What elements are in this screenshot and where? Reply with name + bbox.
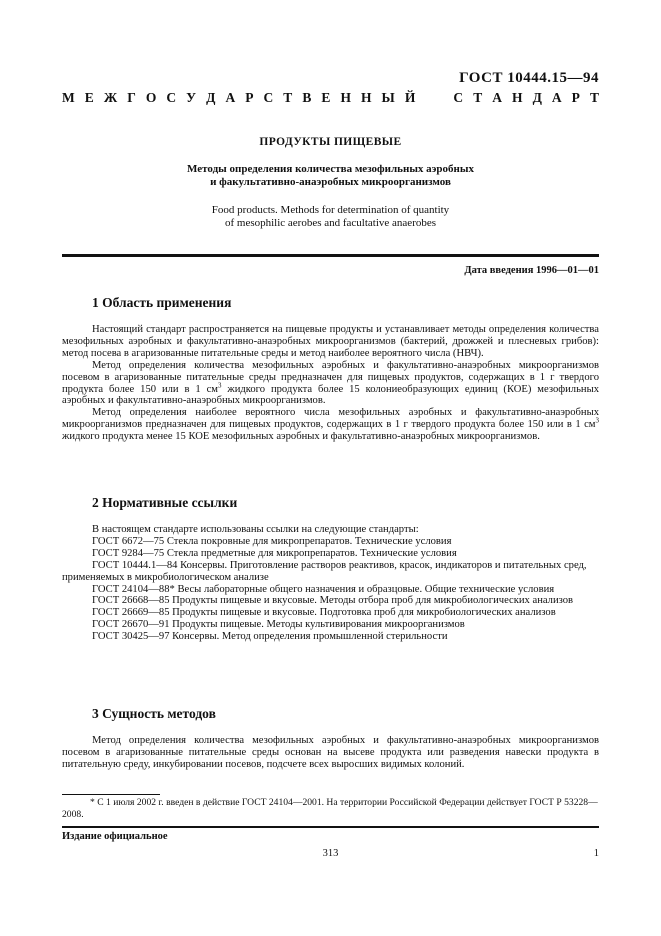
banner-letter: А <box>225 90 236 105</box>
introduction-date: Дата введения 1996—01—01 <box>464 265 599 276</box>
reference-item: ГОСТ 9284—75 Стекла предметные для микропрепаратов. Технические условия <box>92 547 457 559</box>
banner-letter: Т <box>473 90 483 105</box>
english-title-line: Food products. Methods for determination of quantity <box>211 204 450 216</box>
banner-letter: С <box>166 90 177 105</box>
banner-letter: Е <box>84 90 94 105</box>
document-code: ГОСТ 10444.15—94 <box>459 70 599 86</box>
banner-letter: Ж <box>103 90 118 105</box>
banner-letter: Н <box>360 90 372 105</box>
banner-letter: А <box>492 90 502 105</box>
paragraph-text: жидкого продукта менее 15 КОЕ мезофильных аэробных и факультативно-анаэробных микроорганизмов. <box>62 431 540 443</box>
paragraph-text: Метод определения наиболее вероятного числа мезофильных аэробных и факультативно-анаэробных микроорганизмов предназначен для пищевых продуктов, содержащих в 1 г твердого продукта более 150 или в 1 см <box>62 407 599 431</box>
banner-letter: Й <box>404 90 416 105</box>
section-method-essence-body <box>62 735 599 771</box>
official-edition-label: Издание официальное <box>62 831 168 842</box>
banner-letter: С <box>453 90 464 105</box>
banner-letter: Р <box>571 90 580 105</box>
paragraph <box>62 407 599 443</box>
subtitle-line: Методы определения количества мезофильных аэробных <box>187 163 474 175</box>
banner-letter: В <box>302 90 312 105</box>
superscript: 3 <box>218 381 222 389</box>
banner-letter: У <box>186 90 197 105</box>
sheet-number: 1 <box>593 848 599 859</box>
document-title: ПРОДУКТЫ ПИЩЕВЫЕ <box>259 136 402 148</box>
english-title-line: of mesophilic aerobes and facultative anaerobes <box>224 217 437 229</box>
section-heading-normative-references: 2 Нормативные ссылки <box>92 495 238 510</box>
reference-item: ГОСТ 6672—75 Стекла покровные для микропрепаратов. Технические условия <box>92 535 452 547</box>
paragraph <box>62 360 599 408</box>
banner-letter: О <box>145 90 157 105</box>
normative-references-list <box>62 524 599 643</box>
footnote-text: * С 1 июля 2002 г. введен в действие ГОСТ 24104—2001. На территории Российской Федерации действует ГОСТ Р 53228—2008. <box>62 797 598 820</box>
paragraph: Настоящий стандарт распространяется на пищевые продукты и устанавливает методы определения количества мезофильных аэробных и факультативно-анаэробных микроорганизмов (бактерий, дрожжей и плесневых грибов): метод посева в агаризованные питательные среды и метод наиболее вероятного числа (НВЧ). <box>62 324 599 359</box>
references-intro: В настоящем стандарте использованы ссылки на следующие стандарты: <box>92 524 419 535</box>
section-heading-scope: 1 Область применения <box>92 295 232 310</box>
banner-letter: Т <box>283 90 293 105</box>
banner-letter: Д <box>206 90 216 105</box>
title-divider <box>62 254 599 257</box>
banner-letter: С <box>263 90 274 105</box>
page-number: 313 <box>322 848 339 859</box>
reference-item: ГОСТ 10444.1—84 Консервы. Приготовление растворов реактивов, красок, индикаторов и питательных сред, применяемых в микробиологическом анализе <box>62 559 587 583</box>
paragraph-text: жидкого продукта более 15 колониеобразующих единиц (КОЕ) мезофильных аэробных и факультативно-анаэробных микроорганизмов. <box>62 383 600 407</box>
banner-letter: Н <box>340 90 351 105</box>
subtitle-line: и факультативно-анаэробных микроорганизмов <box>210 176 451 188</box>
section-heading-method-essence: 3 Сущность методов <box>92 706 216 721</box>
reference-item: ГОСТ 26669—85 Продукты пищевые и вкусовые. Подготовка проб для микробиологических анализов <box>92 607 556 619</box>
reference-item: ГОСТ 26668—85 Продукты пищевые и вкусовые. Методы отбора проб для микробиологических анализов <box>92 595 574 607</box>
banner-letter: Е <box>321 90 331 105</box>
superscript: 3 <box>595 416 599 425</box>
document-subtitle <box>0 163 661 189</box>
banner-letter: Н <box>512 90 523 105</box>
paragraph: Метод определения количества мезофильных аэробных и факультативно-анаэробных микроорганизмов посевом в агаризованные питательные среды основан на высеве продукта или разведения навески продукта в питательную среду, инкубировании посевов, подсчете всех выросших видимых колоний. <box>62 735 599 770</box>
reference-item: ГОСТ 26670—91 Продукты пищевые. Методы культивирования микроорганизмов <box>92 619 465 631</box>
footnote-divider <box>62 794 160 795</box>
section-scope-body <box>62 324 599 443</box>
reference-item: ГОСТ 24104—88* Весы лабораторные общего назначения и образцовые. Общие технические условия <box>92 583 555 595</box>
banner-letter: Т <box>589 90 599 105</box>
footnote <box>62 797 599 820</box>
banner-interstate-standard <box>62 90 599 110</box>
banner-gap <box>425 90 443 110</box>
footer-divider <box>62 826 599 828</box>
banner-letter: Ы <box>381 90 395 105</box>
banner-letter: А <box>551 90 562 105</box>
english-title <box>0 204 661 230</box>
banner-letter: Р <box>245 90 254 105</box>
banner-letter: Г <box>127 90 136 105</box>
reference-item: ГОСТ 30425—97 Консервы. Метод определения промышленной стерильности <box>92 631 448 643</box>
banner-letter: Д <box>532 90 542 105</box>
paragraph-text: Метод определения количества мезофильных аэробных и факультативно-анаэробных микроорганизмов посевом в агаризованные питательные среды предназначен для пищевых продуктов, содержащих в 1 г твердого продукта более 150 или в 1 см <box>62 359 599 395</box>
banner-letter: М <box>62 90 75 105</box>
